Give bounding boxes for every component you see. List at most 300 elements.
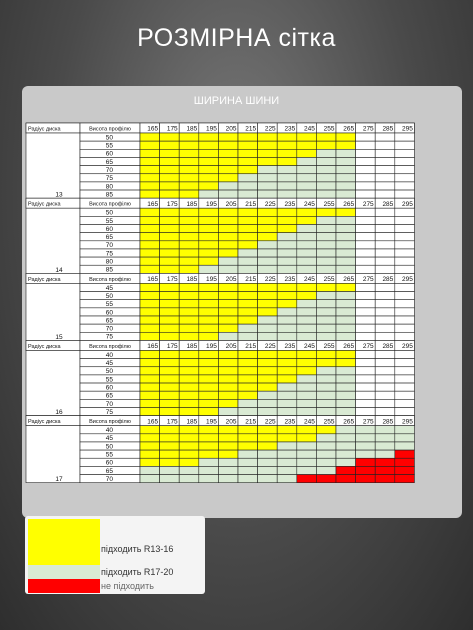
- cell-fits-r13-16: [238, 434, 258, 442]
- cell-fits-r13-16: [179, 359, 199, 367]
- cell-fits-r17-20: [277, 249, 297, 257]
- cell-fits-r17-20: [336, 332, 356, 340]
- cell-fits-r17-20: [277, 233, 297, 241]
- cell-fits-r13-16: [179, 292, 199, 300]
- cell-fits-r13-16: [218, 350, 238, 358]
- width-header-label: 165: [147, 200, 159, 208]
- cell-empty: [395, 308, 415, 316]
- cell-not-fit: [356, 475, 376, 483]
- profile-label: 60: [105, 459, 113, 467]
- cell-fits-r13-16: [140, 241, 160, 249]
- profile-label: 50: [105, 209, 113, 217]
- cell-fits-r13-16: [140, 265, 160, 273]
- cell-empty: [395, 149, 415, 157]
- cell-fits-r17-20: [297, 182, 317, 190]
- cell-empty: [375, 157, 395, 165]
- cell-fits-r17-20: [336, 249, 356, 257]
- width-header-label: 265: [343, 125, 355, 133]
- cell-fits-r13-16: [218, 324, 238, 332]
- cell-fits-r13-16: [258, 292, 278, 300]
- width-header-label: 215: [245, 276, 257, 283]
- cell-fits-r17-20: [297, 241, 317, 249]
- cell-fits-r13-16: [277, 292, 297, 300]
- cell-fits-r13-16: [179, 166, 199, 174]
- cell-fits-r13-16: [179, 442, 199, 450]
- cell-empty: [356, 166, 376, 174]
- cell-fits-r13-16: [160, 367, 180, 375]
- profile-label: 50: [105, 134, 113, 142]
- cell-fits-r17-20: [336, 375, 356, 383]
- cell-fits-r17-20: [316, 442, 336, 450]
- cell-fits-r17-20: [316, 157, 336, 165]
- cell-empty: [395, 216, 415, 224]
- cell-fits-r17-20: [258, 166, 278, 174]
- cell-fits-r17-20: [258, 391, 278, 399]
- cell-fits-r13-16: [258, 300, 278, 308]
- cell-fits-r13-16: [218, 166, 238, 174]
- cell-fits-r13-16: [199, 283, 219, 291]
- cell-fits-r17-20: [297, 408, 317, 416]
- cell-fits-r17-20: [316, 182, 336, 190]
- width-header-label: 265: [343, 276, 355, 283]
- width-header-label: 205: [225, 276, 237, 283]
- cell-empty: [375, 350, 395, 358]
- profile-label: 55: [105, 451, 113, 459]
- cell-fits-r17-20: [297, 383, 317, 391]
- cell-fits-r13-16: [238, 133, 258, 141]
- cell-fits-r13-16: [199, 442, 219, 450]
- cell-fits-r17-20: [336, 157, 356, 165]
- cell-fits-r13-16: [199, 359, 219, 367]
- cell-fits-r13-16: [160, 265, 180, 273]
- cell-fits-r13-16: [160, 241, 180, 249]
- cell-empty: [375, 208, 395, 216]
- width-header-label: 285: [382, 200, 394, 208]
- cell-not-fit: [356, 458, 376, 466]
- cell-fits-r17-20: [258, 450, 278, 458]
- cell-empty: [395, 241, 415, 249]
- cell-fits-r13-16: [316, 133, 336, 141]
- cell-fits-r13-16: [199, 182, 219, 190]
- cell-empty: [395, 399, 415, 407]
- cell-fits-r17-20: [336, 316, 356, 324]
- width-header-label: 185: [186, 343, 198, 351]
- radius-cell: [26, 426, 80, 483]
- cell-fits-r13-16: [179, 182, 199, 190]
- header-disk-label: Радіус диска: [28, 343, 61, 350]
- cell-fits-r13-16: [336, 208, 356, 216]
- cell-fits-r17-20: [297, 265, 317, 273]
- cell-fits-r13-16: [199, 408, 219, 416]
- cell-fits-r17-20: [356, 426, 376, 434]
- cell-fits-r13-16: [199, 426, 219, 434]
- cell-fits-r17-20: [218, 257, 238, 265]
- cell-empty: [356, 249, 376, 257]
- profile-label: 75: [105, 408, 113, 416]
- cell-fits-r13-16: [199, 399, 219, 407]
- radius-cell: [26, 283, 80, 340]
- cell-fits-r13-16: [258, 225, 278, 233]
- width-header-label: 205: [225, 418, 237, 426]
- cell-fits-r17-20: [238, 174, 258, 182]
- cell-fits-r13-16: [160, 458, 180, 466]
- profile-label: 70: [105, 242, 113, 250]
- width-header-label: 175: [166, 276, 178, 283]
- width-header-label: 275: [362, 276, 374, 283]
- cell-fits-r17-20: [356, 450, 376, 458]
- width-header-label: 185: [186, 200, 198, 208]
- cell-not-fit: [336, 466, 356, 474]
- cell-empty: [395, 391, 415, 399]
- cell-fits-r17-20: [336, 166, 356, 174]
- cell-fits-r13-16: [218, 225, 238, 233]
- cell-fits-r17-20: [258, 182, 278, 190]
- cell-fits-r13-16: [199, 350, 219, 358]
- width-header-label: 165: [147, 125, 159, 133]
- cell-empty: [375, 249, 395, 257]
- cell-empty: [356, 208, 376, 216]
- cell-fits-r17-20: [297, 450, 317, 458]
- cell-fits-r17-20: [218, 265, 238, 273]
- cell-fits-r13-16: [179, 241, 199, 249]
- header-disk-label: Радіус диска: [28, 276, 61, 283]
- cell-fits-r17-20: [336, 292, 356, 300]
- cell-empty: [395, 408, 415, 416]
- cell-fits-r13-16: [160, 442, 180, 450]
- cell-fits-r13-16: [218, 367, 238, 375]
- cell-empty: [395, 292, 415, 300]
- cell-fits-r13-16: [179, 174, 199, 182]
- cell-fits-r13-16: [160, 350, 180, 358]
- cell-fits-r13-16: [179, 265, 199, 273]
- cell-fits-r17-20: [258, 475, 278, 483]
- cell-empty: [356, 216, 376, 224]
- cell-fits-r13-16: [160, 450, 180, 458]
- cell-not-fit: [356, 466, 376, 474]
- profile-label: 60: [105, 309, 113, 317]
- cell-fits-r17-20: [277, 442, 297, 450]
- cell-empty: [395, 157, 415, 165]
- cell-fits-r13-16: [258, 350, 278, 358]
- cell-empty: [395, 283, 415, 291]
- cell-fits-r17-20: [258, 466, 278, 474]
- cell-fits-r13-16: [258, 149, 278, 157]
- cell-fits-r13-16: [160, 308, 180, 316]
- cell-fits-r13-16: [218, 133, 238, 141]
- cell-fits-r17-20: [258, 316, 278, 324]
- cell-fits-r17-20: [316, 458, 336, 466]
- cell-fits-r13-16: [140, 233, 160, 241]
- cell-fits-r13-16: [218, 375, 238, 383]
- cell-fits-r17-20: [218, 190, 238, 198]
- cell-fits-r13-16: [218, 359, 238, 367]
- cell-fits-r17-20: [316, 391, 336, 399]
- cell-fits-r13-16: [140, 391, 160, 399]
- cell-empty: [375, 391, 395, 399]
- cell-fits-r17-20: [395, 442, 415, 450]
- width-header-label: 245: [304, 200, 315, 208]
- cell-fits-r17-20: [336, 399, 356, 407]
- cell-fits-r13-16: [160, 332, 180, 340]
- cell-fits-r13-16: [199, 149, 219, 157]
- cell-fits-r13-16: [140, 249, 160, 257]
- cell-empty: [356, 359, 376, 367]
- width-header-label: 255: [323, 343, 335, 351]
- profile-label: 55: [105, 142, 113, 150]
- profile-label: 65: [105, 317, 113, 325]
- width-header-label: 295: [402, 418, 413, 426]
- cell-fits-r17-20: [258, 241, 278, 249]
- cell-fits-r13-16: [238, 383, 258, 391]
- cell-fits-r17-20: [336, 300, 356, 308]
- cell-fits-r13-16: [160, 300, 180, 308]
- cell-fits-r17-20: [336, 308, 356, 316]
- cell-fits-r17-20: [297, 316, 317, 324]
- cell-fits-r13-16: [238, 233, 258, 241]
- cell-fits-r17-20: [277, 466, 297, 474]
- cell-fits-r13-16: [199, 208, 219, 216]
- cell-fits-r17-20: [277, 324, 297, 332]
- cell-fits-r13-16: [277, 350, 297, 358]
- cell-fits-r17-20: [199, 190, 219, 198]
- cell-empty: [356, 141, 376, 149]
- cell-fits-r13-16: [238, 283, 258, 291]
- cell-not-fit: [375, 458, 395, 466]
- cell-fits-r13-16: [297, 141, 317, 149]
- cell-fits-r17-20: [336, 426, 356, 434]
- cell-fits-r17-20: [297, 399, 317, 407]
- cell-fits-r17-20: [258, 257, 278, 265]
- cell-empty: [356, 399, 376, 407]
- cell-fits-r13-16: [160, 399, 180, 407]
- cell-fits-r17-20: [277, 399, 297, 407]
- cell-fits-r13-16: [160, 225, 180, 233]
- cell-fits-r13-16: [218, 233, 238, 241]
- cell-fits-r13-16: [179, 300, 199, 308]
- cell-not-fit: [375, 466, 395, 474]
- width-header-label: 215: [245, 418, 257, 426]
- cell-fits-r13-16: [199, 225, 219, 233]
- cell-fits-r17-20: [316, 316, 336, 324]
- cell-fits-r13-16: [336, 133, 356, 141]
- cell-fits-r13-16: [218, 434, 238, 442]
- cell-fits-r13-16: [336, 350, 356, 358]
- width-header-label: 245: [304, 276, 315, 283]
- cell-fits-r13-16: [140, 408, 160, 416]
- cell-empty: [375, 241, 395, 249]
- cell-fits-r17-20: [258, 408, 278, 416]
- cell-fits-r13-16: [140, 190, 160, 198]
- cell-fits-r17-20: [356, 442, 376, 450]
- cell-fits-r13-16: [160, 249, 180, 257]
- cell-fits-r13-16: [199, 367, 219, 375]
- cell-fits-r17-20: [258, 458, 278, 466]
- cell-fits-r13-16: [238, 316, 258, 324]
- cell-fits-r13-16: [238, 141, 258, 149]
- cell-fits-r17-20: [336, 182, 356, 190]
- width-header-label: 265: [343, 200, 355, 208]
- cell-empty: [356, 367, 376, 375]
- cell-fits-r13-16: [199, 324, 219, 332]
- legend-label-not-fit: не підходить: [101, 581, 154, 591]
- width-header-label: 165: [147, 418, 159, 426]
- cell-fits-r17-20: [297, 442, 317, 450]
- cell-fits-r17-20: [336, 225, 356, 233]
- cell-fits-r13-16: [160, 324, 180, 332]
- cell-fits-r13-16: [140, 375, 160, 383]
- cell-empty: [395, 350, 415, 358]
- cell-fits-r17-20: [258, 399, 278, 407]
- cell-empty: [375, 216, 395, 224]
- cell-fits-r17-20: [336, 324, 356, 332]
- cell-fits-r13-16: [199, 233, 219, 241]
- cell-fits-r13-16: [199, 174, 219, 182]
- width-header-label: 275: [362, 418, 374, 426]
- cell-empty: [395, 225, 415, 233]
- cell-empty: [356, 332, 376, 340]
- cell-fits-r13-16: [140, 383, 160, 391]
- profile-label: 45: [105, 435, 113, 443]
- cell-fits-r17-20: [336, 233, 356, 241]
- cell-empty: [375, 308, 395, 316]
- cell-fits-r13-16: [199, 292, 219, 300]
- width-header-label: 175: [166, 343, 178, 351]
- radius-label: 16: [55, 409, 63, 417]
- cell-fits-r13-16: [140, 157, 160, 165]
- cell-fits-r13-16: [199, 257, 219, 265]
- cell-fits-r13-16: [258, 442, 278, 450]
- width-header-label: 215: [245, 125, 257, 133]
- cell-fits-r17-20: [336, 391, 356, 399]
- cell-fits-r17-20: [238, 249, 258, 257]
- cell-fits-r17-20: [160, 475, 180, 483]
- cell-fits-r13-16: [160, 391, 180, 399]
- cell-fits-r13-16: [199, 383, 219, 391]
- width-header-label: 255: [323, 200, 335, 208]
- cell-empty: [356, 133, 376, 141]
- cell-empty: [356, 408, 376, 416]
- cell-empty: [375, 283, 395, 291]
- cell-fits-r17-20: [297, 324, 317, 332]
- width-header-label: 285: [382, 418, 394, 426]
- cell-empty: [375, 166, 395, 174]
- width-header-label: 255: [323, 276, 335, 283]
- page-title: РОЗМІРНА сітка: [137, 24, 336, 52]
- cell-empty: [395, 359, 415, 367]
- cell-empty: [356, 257, 376, 265]
- cell-fits-r17-20: [316, 308, 336, 316]
- cell-fits-r17-20: [336, 434, 356, 442]
- cell-fits-r13-16: [179, 308, 199, 316]
- cell-fits-r13-16: [140, 434, 160, 442]
- width-header-label: 275: [362, 200, 374, 208]
- width-header-label: 245: [304, 343, 315, 351]
- cell-fits-r13-16: [258, 157, 278, 165]
- width-header-label: 185: [186, 276, 198, 283]
- cell-fits-r17-20: [336, 367, 356, 375]
- cell-fits-r13-16: [218, 283, 238, 291]
- cell-fits-r13-16: [160, 434, 180, 442]
- cell-fits-r17-20: [258, 332, 278, 340]
- radius-label: 13: [55, 191, 63, 199]
- width-header-label: 195: [206, 125, 217, 133]
- cell-fits-r13-16: [140, 332, 160, 340]
- cell-fits-r17-20: [316, 367, 336, 375]
- cell-fits-r13-16: [218, 450, 238, 458]
- cell-fits-r13-16: [179, 133, 199, 141]
- cell-empty: [395, 182, 415, 190]
- cell-fits-r13-16: [199, 434, 219, 442]
- cell-fits-r13-16: [277, 141, 297, 149]
- cell-fits-r13-16: [258, 308, 278, 316]
- legend-swatch-red: [28, 579, 100, 593]
- cell-fits-r13-16: [258, 141, 278, 149]
- cell-fits-r13-16: [297, 216, 317, 224]
- cell-fits-r13-16: [179, 399, 199, 407]
- cell-fits-r13-16: [238, 375, 258, 383]
- cell-fits-r17-20: [238, 458, 258, 466]
- cell-fits-r17-20: [277, 190, 297, 198]
- cell-fits-r13-16: [316, 208, 336, 216]
- cell-empty: [356, 300, 376, 308]
- cell-fits-r13-16: [218, 241, 238, 249]
- cell-empty: [395, 141, 415, 149]
- cell-fits-r17-20: [140, 466, 160, 474]
- cell-fits-r17-20: [199, 466, 219, 474]
- cell-not-fit: [297, 475, 317, 483]
- cell-empty: [395, 300, 415, 308]
- cell-fits-r13-16: [218, 141, 238, 149]
- cell-fits-r13-16: [160, 208, 180, 216]
- cell-fits-r17-20: [297, 257, 317, 265]
- cell-empty: [356, 324, 376, 332]
- cell-fits-r13-16: [199, 249, 219, 257]
- radius-cell: [26, 133, 80, 198]
- cell-fits-r13-16: [277, 149, 297, 157]
- cell-fits-r17-20: [316, 399, 336, 407]
- cell-fits-r17-20: [316, 375, 336, 383]
- cell-fits-r13-16: [277, 434, 297, 442]
- cell-fits-r17-20: [218, 332, 238, 340]
- width-header-label: 255: [323, 418, 335, 426]
- cell-fits-r17-20: [238, 190, 258, 198]
- cell-fits-r13-16: [140, 292, 160, 300]
- cell-empty: [395, 208, 415, 216]
- legend-item-fits-r13-16: [25, 519, 205, 565]
- header-disk-label: Радіус диска: [28, 126, 61, 133]
- cell-fits-r17-20: [238, 450, 258, 458]
- cell-fits-r13-16: [179, 383, 199, 391]
- profile-label: 40: [105, 427, 113, 435]
- cell-fits-r13-16: [238, 216, 258, 224]
- cell-fits-r13-16: [160, 383, 180, 391]
- radius-cell: [26, 208, 80, 273]
- width-header-label: 285: [382, 276, 394, 283]
- profile-label: 40: [105, 351, 113, 359]
- cell-empty: [375, 149, 395, 157]
- cell-fits-r13-16: [160, 166, 180, 174]
- cell-fits-r13-16: [218, 308, 238, 316]
- cell-fits-r13-16: [258, 383, 278, 391]
- cell-fits-r13-16: [199, 157, 219, 165]
- cell-fits-r17-20: [316, 434, 336, 442]
- cell-fits-r13-16: [160, 257, 180, 265]
- cell-fits-r13-16: [258, 426, 278, 434]
- cell-fits-r13-16: [160, 174, 180, 182]
- cell-fits-r17-20: [277, 265, 297, 273]
- cell-fits-r13-16: [297, 208, 317, 216]
- cell-fits-r13-16: [238, 157, 258, 165]
